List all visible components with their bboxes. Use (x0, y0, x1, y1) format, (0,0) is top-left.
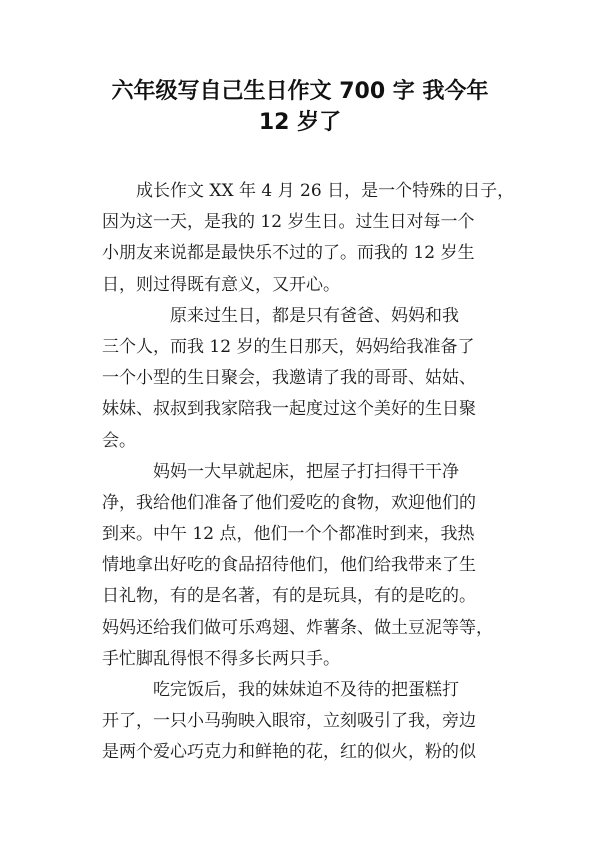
text-line: 原来过生日，都是只有爸爸、妈妈和我 (102, 305, 459, 326)
document-title (60, 76, 540, 138)
text-line: 吃完饭后，我的妹妹迫不及待的把蛋糕打 (102, 680, 459, 700)
paragraph (102, 675, 508, 769)
paragraph (102, 301, 508, 457)
text-line: 一个小型的生日聚会，我邀请了我的哥哥、姑姑、 (102, 368, 476, 389)
paragraph (102, 457, 508, 675)
title-line: 六年级写自己生日作文 700 字 我今年 (111, 79, 489, 104)
text-line: 妈妈一大早就起床，把屋子打扫得干干净 (102, 461, 459, 482)
text-line: 手忙脚乱得恨不得多长两只手。 (102, 648, 340, 669)
text-line: 开了，一只小马驹映入眼帘，立刻吸引了我，旁边 (102, 711, 476, 732)
text-line: 到来。中午 12 点，他们一个个都准时到来，我热 (102, 524, 475, 545)
paragraph (102, 176, 515, 301)
text-line: 因为这一天，是我的 12 岁生日。过生日对每一个 (102, 212, 475, 233)
title-line: 12 岁了 (258, 110, 342, 136)
text-line: 三个人，而我 12 岁的生日那天，妈妈给我准备了 (102, 336, 475, 357)
text-line: 日，则过得既有意义，又开心。 (102, 274, 340, 295)
text-line: 妹妹、叔叔到我家陪我一起度过这个美好的生日聚 (102, 399, 476, 420)
text-line: 会。 (102, 430, 136, 451)
text-line: 是两个爱心巧克力和鲜艳的花，红的似火，粉的似 (102, 742, 476, 763)
document-body (102, 176, 515, 769)
text-line: 小朋友来说都是最快乐不过的了。而我的 12 岁生 (102, 243, 475, 264)
text-line: 妈妈还给我们做可乐鸡翅、炸薯条、做土豆泥等等， (102, 617, 493, 638)
text-line: 成长作文 XX 年 4 月 26 日，是一个特殊的日子， (102, 181, 515, 201)
text-line: 净，我给他们准备了他们爱吃的食物，欢迎他们的 (102, 492, 476, 513)
text-line: 日礼物，有的是名著，有的是玩具，有的是吃的。 (102, 586, 476, 607)
text-line: 情地拿出好吃的食品招待他们，他们给我带来了生 (102, 555, 476, 576)
